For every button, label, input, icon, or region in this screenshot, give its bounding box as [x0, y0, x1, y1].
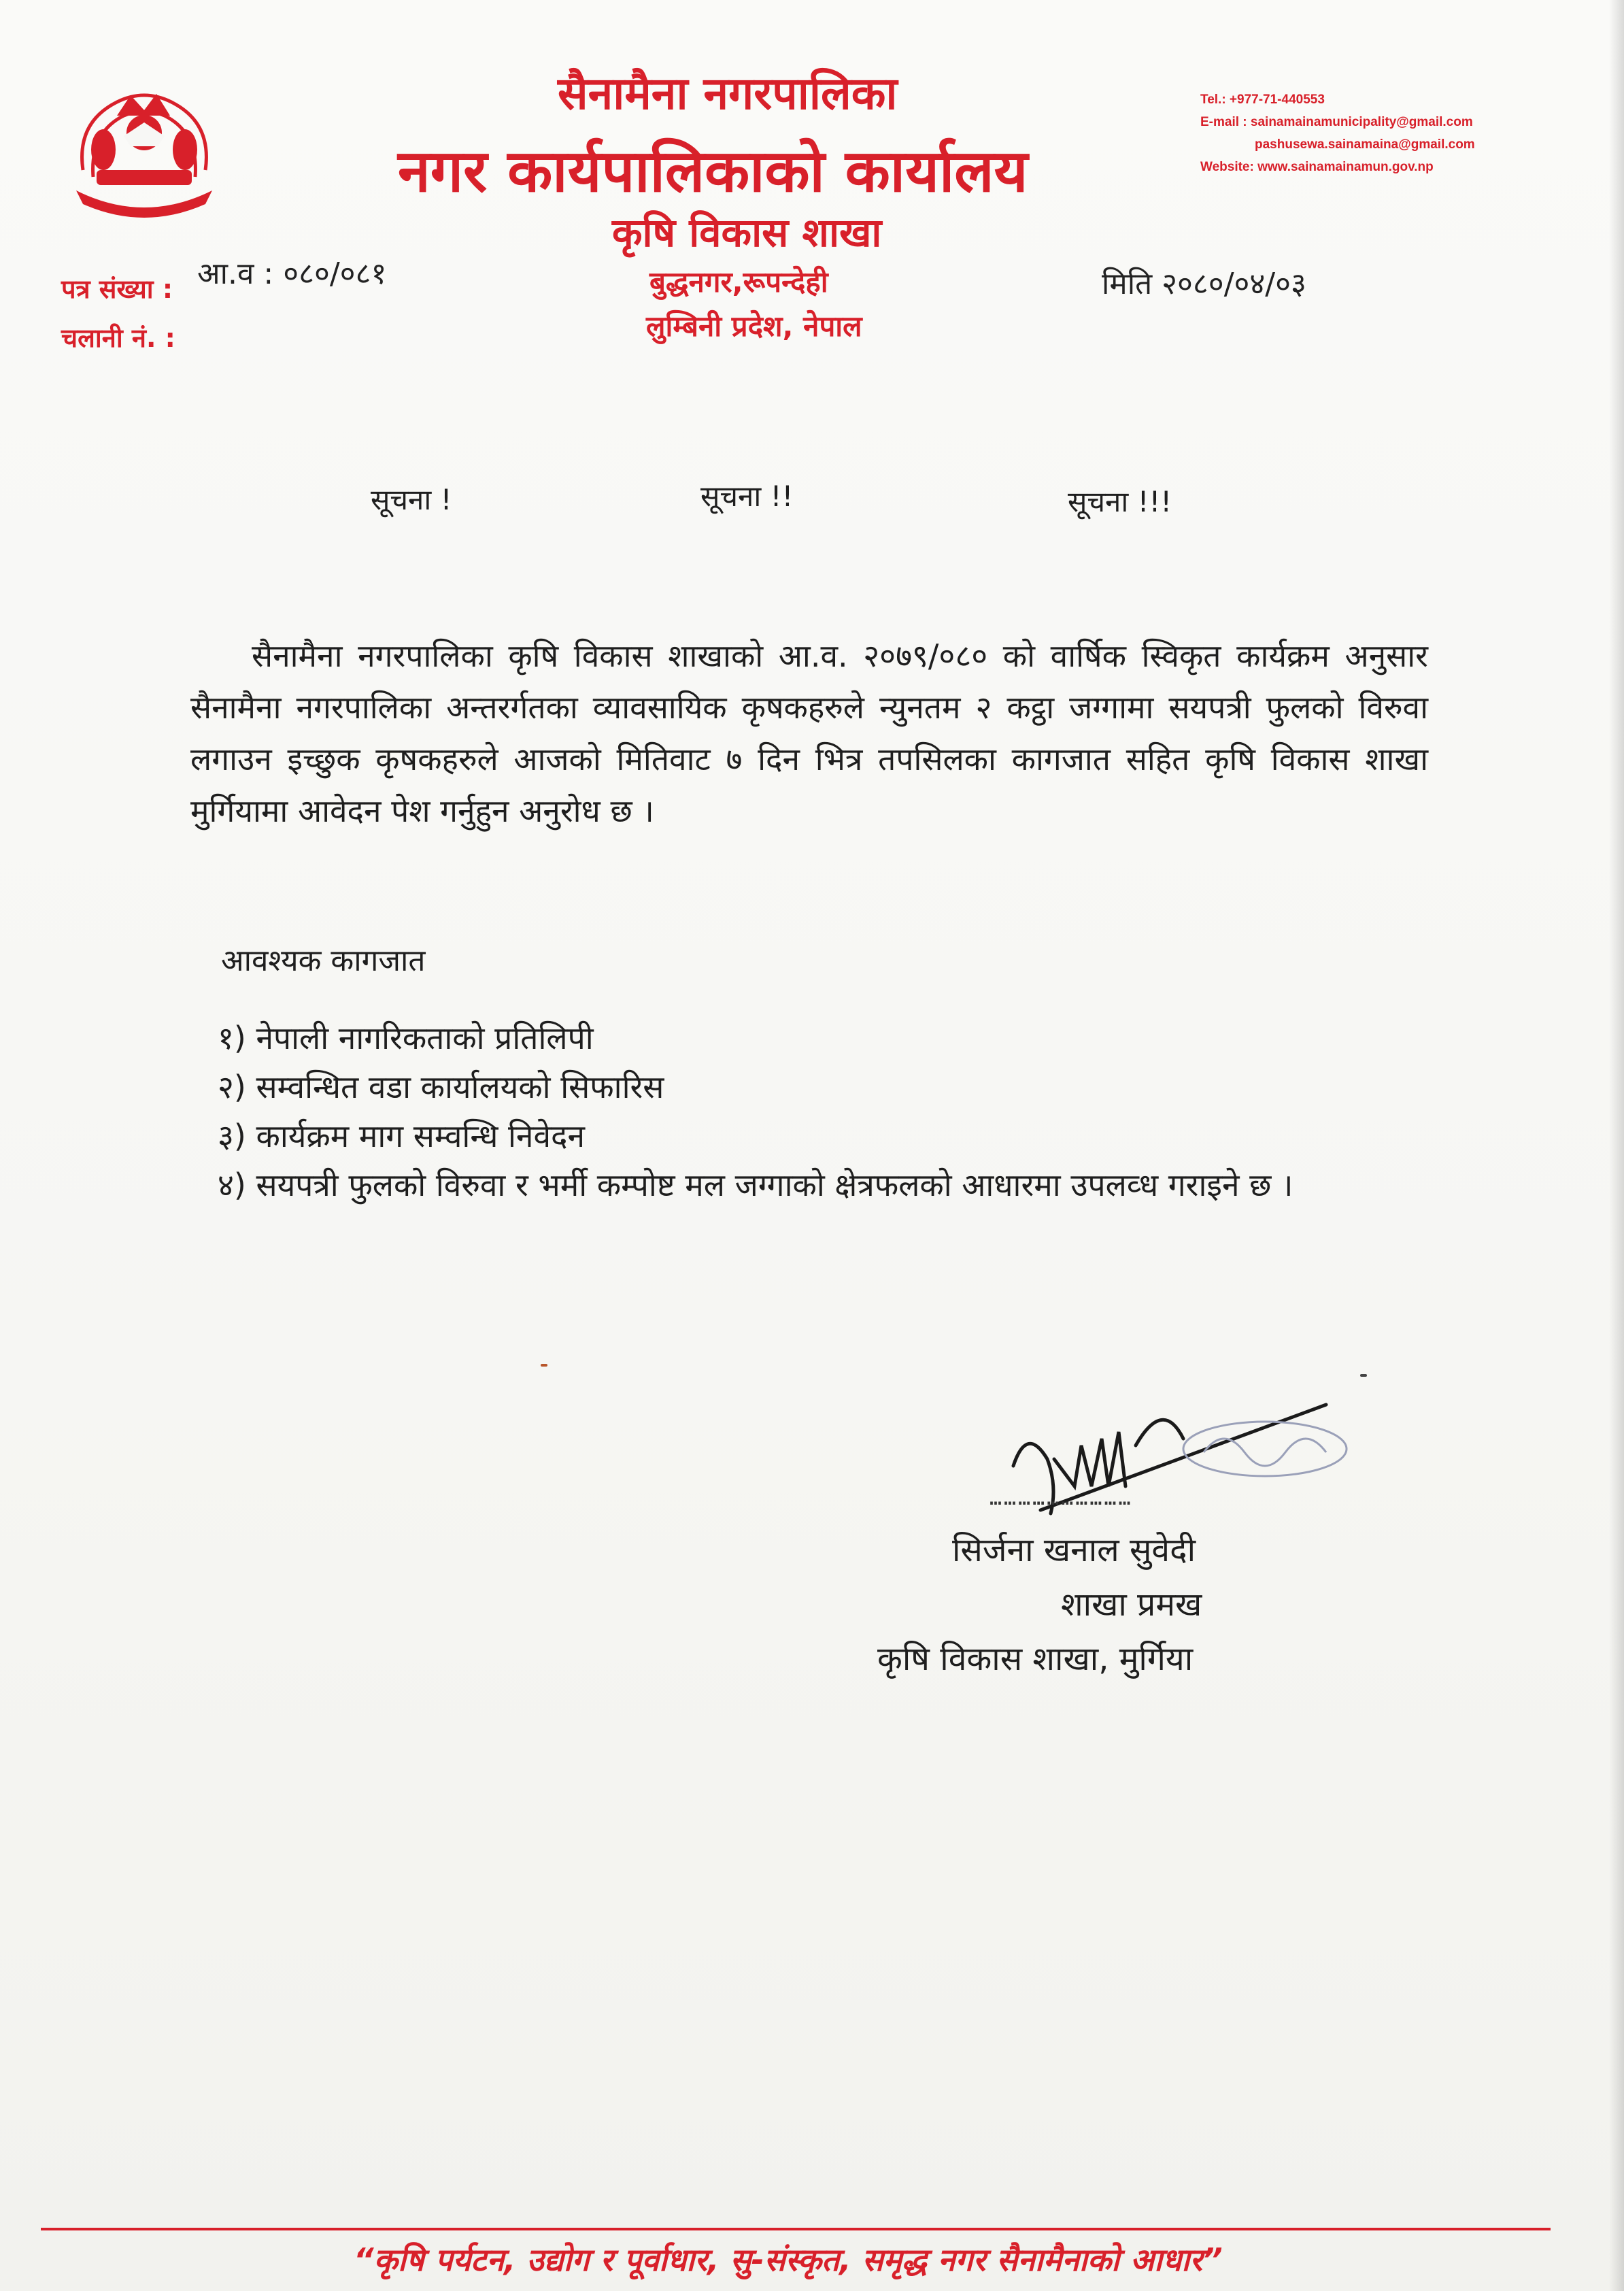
signatory-office: कृषि विकास शाखा, मुर्गिया — [877, 1640, 1194, 1678]
notice-title-1: सूचना ! — [371, 483, 452, 516]
signature-dotted-line: ………………………… — [989, 1486, 1133, 1510]
required-documents-heading: आवश्यक कागजात — [221, 943, 426, 978]
address-line-2: लुम्बिनी प्रदेश, नेपाल — [646, 310, 862, 343]
notice-title-2: सूचना !! — [700, 480, 794, 513]
org-name: सैनामैना नगरपालिका — [558, 67, 898, 120]
patra-sankhya-value: आ.व : ०८०/०८१ — [197, 256, 387, 291]
contact-email: E-mail : sainamainamunicipality@gmail.com — [1200, 115, 1473, 129]
list-item: २) सम्वन्धित वडा कार्यालयको सिफारिस — [218, 1069, 664, 1105]
page-edge-shadow — [1609, 0, 1624, 2291]
chalani-label: चलानी नं. : — [61, 323, 175, 353]
stray-mark — [541, 1364, 547, 1367]
contact-tel: Tel.: +977-71-440553 — [1200, 93, 1325, 107]
nepal-government-emblem-icon — [56, 68, 233, 218]
contact-block — [1200, 88, 1475, 178]
office-name: नगर कार्यपालिकाको कार्यालय — [398, 137, 1028, 205]
signatory-title: शाखा प्रमख — [1061, 1586, 1202, 1624]
required-documents-list — [190, 1014, 1428, 1209]
list-item: १) नेपाली नागरिकताको प्रतिलिपी — [218, 1020, 594, 1056]
patra-sankhya-label: पत्र संख्या : — [61, 274, 173, 304]
letter-date: मिति २०८०/०४/०३ — [1102, 267, 1306, 301]
contact-email-secondary: pashusewa.sainamaina@gmail.com — [1255, 137, 1475, 152]
notice-body-paragraph: सैनामैना नगरपालिका कृषि विकास शाखाको आ.व. २०७९/०८० को वार्षिक स्विकृत कार्यक्रम अनुसार सैनामैना नगरपालिका अन्तरर्गतका व्यावसायिक कृषकहरुले न्युनतम २ कट्ठा जग्गामा सयपत्री फुलको विरुवा लगाउन इच्छुक कृषकहरुले आजको मितिवाट ७ दिन भित्र तपसिलका कागजात सहित कृषि विकास शाखा मुर्गियामा आवेदन पेश गर्नुहुन अनुरोध छ । — [190, 637, 1428, 829]
address-line-1: बुद्धनगर,रूपन्देही — [649, 265, 828, 299]
contact-website: Website: www.sainamainamun.gov.np — [1200, 160, 1434, 174]
list-item: ४) सयपत्री फुलको विरुवा र भर्मी कम्पोष्ट मल जग्गाको क्षेत्रफलको आधारमा उपलव्ध गराइने छ । — [218, 1167, 1293, 1203]
stray-mark — [1360, 1374, 1367, 1377]
notice-title-3: सूचना !!! — [1068, 485, 1172, 518]
branch-name: कृषि विकास शाखा — [612, 210, 882, 256]
footer-divider — [41, 2228, 1551, 2230]
list-item: ३) कार्यक्रम माग सम्वन्धि निवेदन — [218, 1118, 585, 1154]
footer-motto: “कृषि पर्यटन, उद्योग र पूर्वाधार, सु-संस्कृत, समृद्ध नगर सैनामैनाको आधार” — [354, 2241, 1223, 2278]
signatory-name: सिर्जना खनाल सुवेदी — [952, 1531, 1196, 1569]
